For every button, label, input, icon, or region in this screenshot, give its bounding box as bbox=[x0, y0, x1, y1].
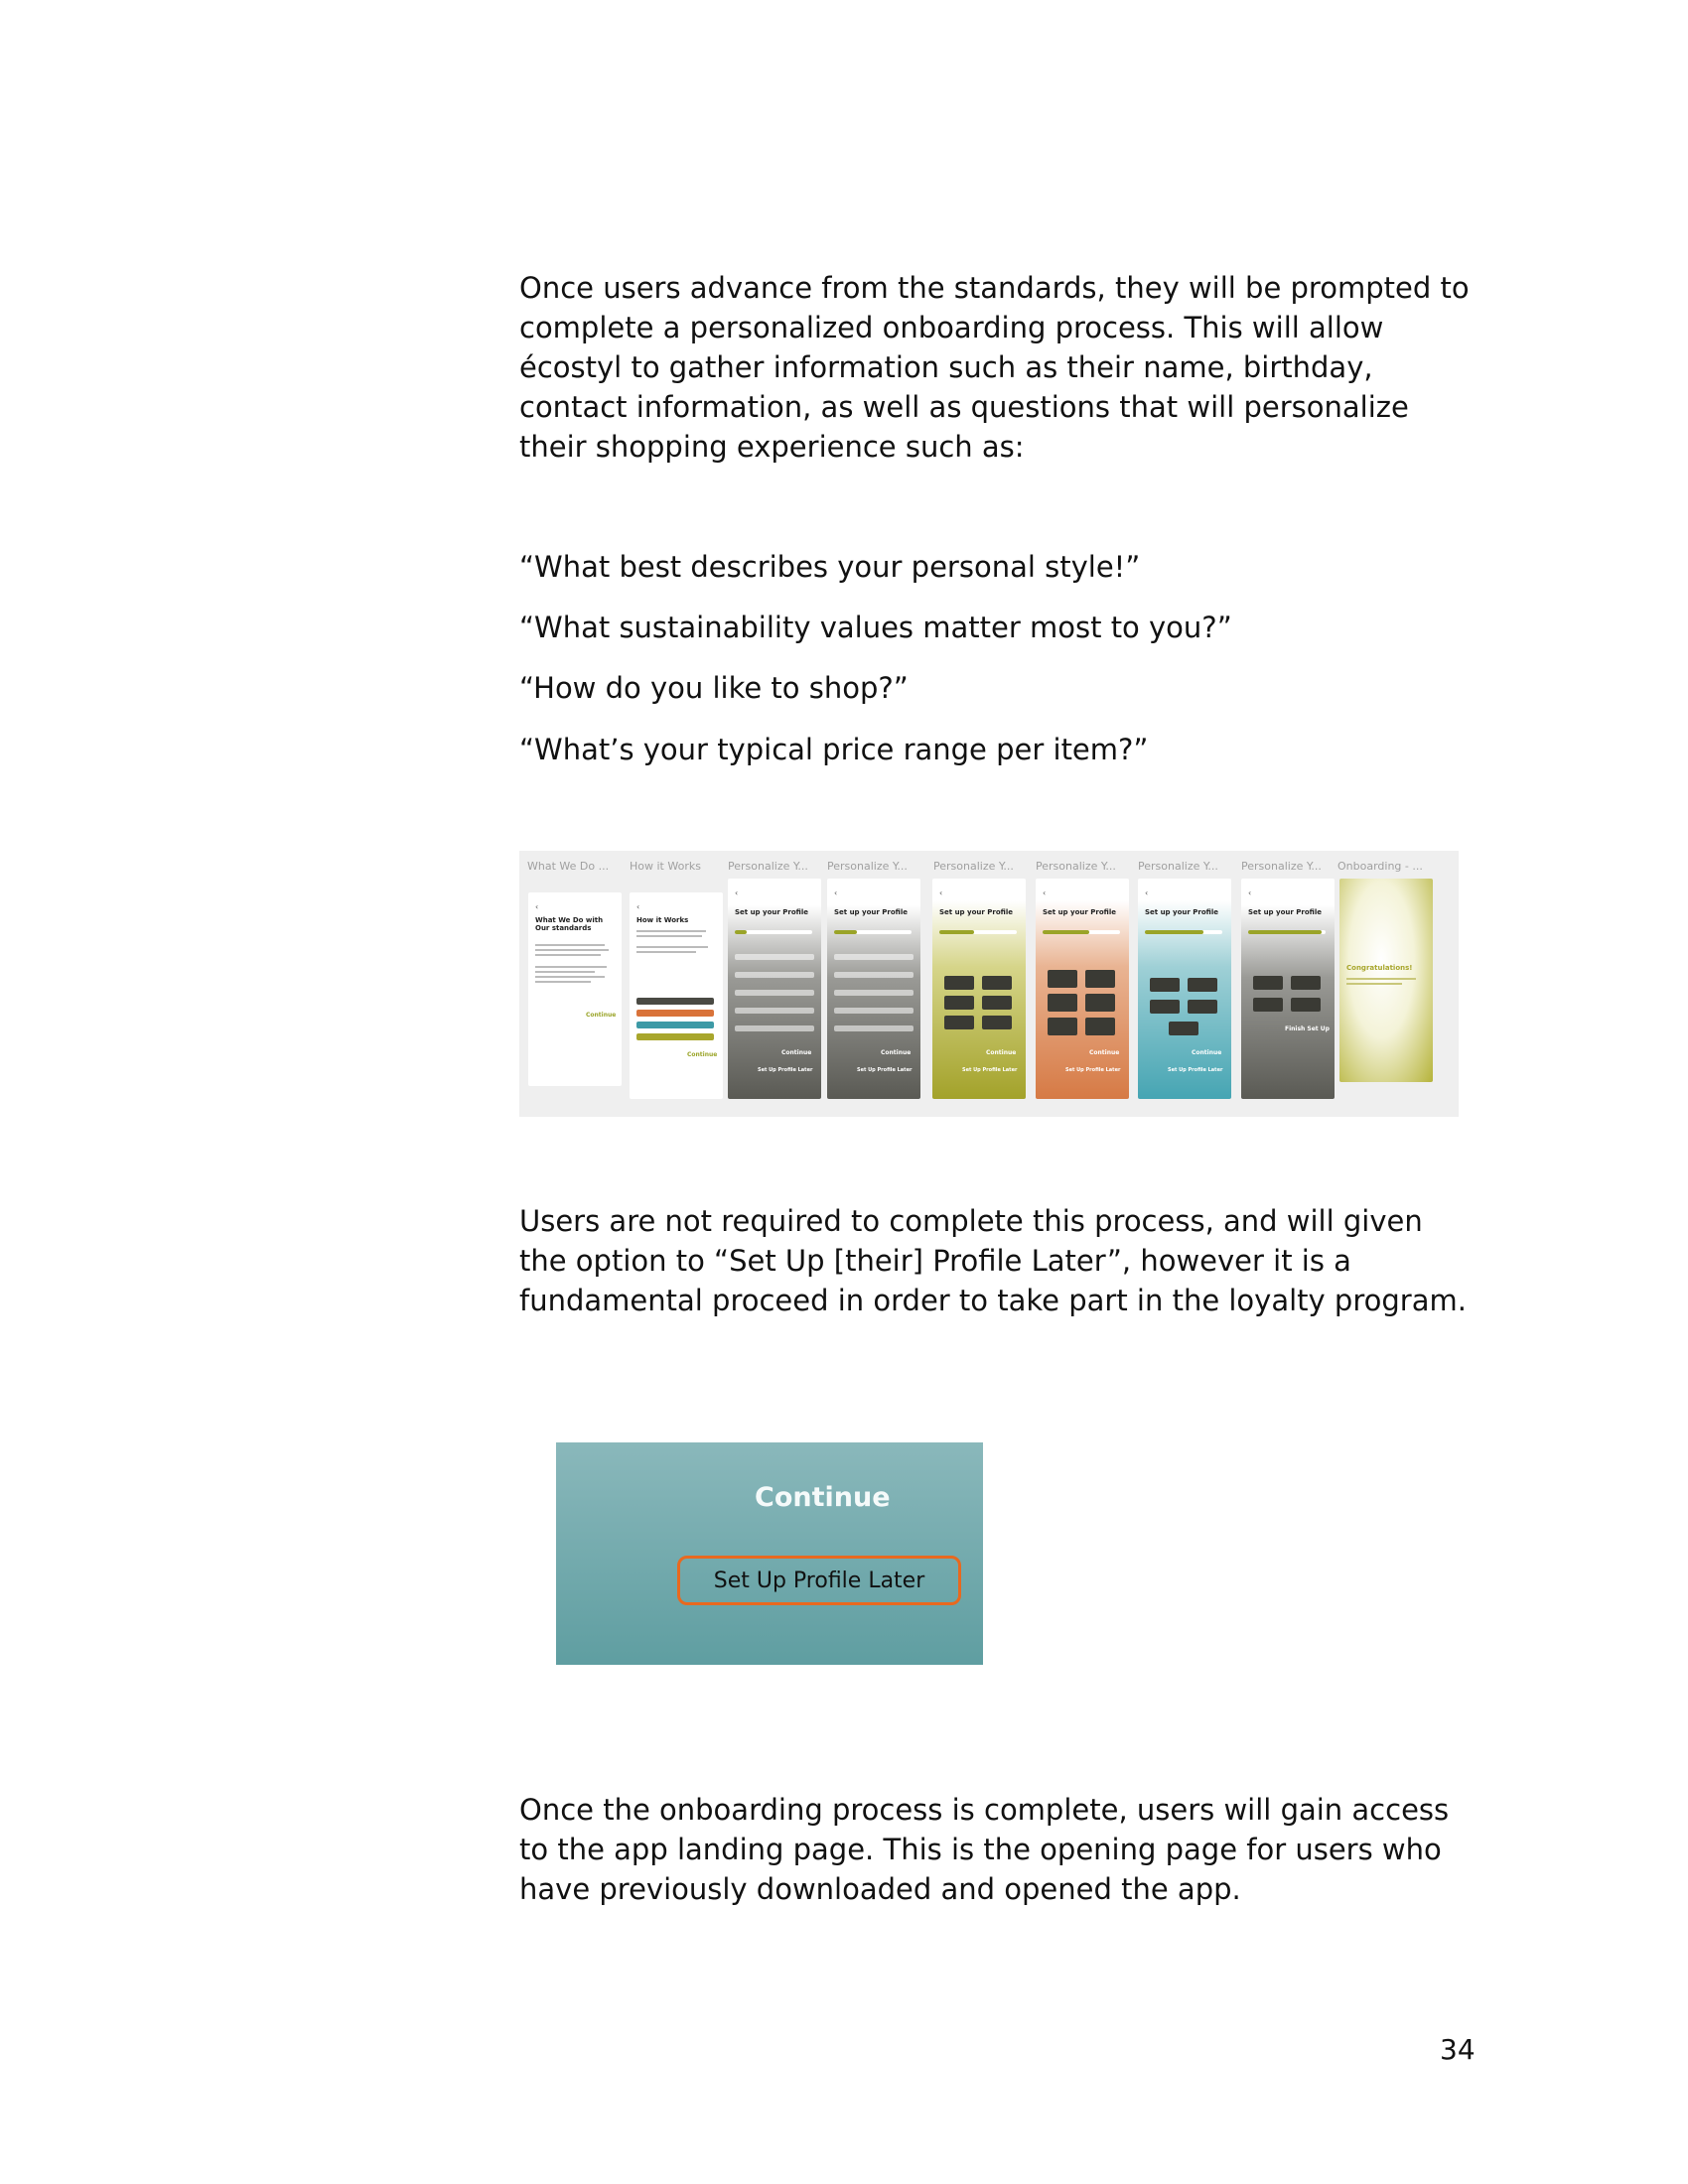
continue-link[interactable]: Continue bbox=[586, 1012, 617, 1019]
continue-button[interactable]: Continue bbox=[986, 1049, 1017, 1056]
set-up-later-link[interactable]: Set Up Profile Later bbox=[857, 1067, 913, 1073]
screen-label: Personalize Y... bbox=[1241, 860, 1322, 873]
onboarding-screens-strip bbox=[519, 851, 1459, 1117]
setup-later-crop bbox=[556, 1442, 983, 1665]
continue-button[interactable]: Continue bbox=[881, 1049, 912, 1056]
continue-button[interactable]: Continue bbox=[755, 1482, 891, 1513]
screen-shop-method: ‹ Set up your Profile Continue Set Up Profile Later bbox=[1138, 879, 1231, 1099]
screen-heading: Set up your Profile bbox=[1145, 908, 1218, 916]
screen-style: ‹ Set up your Profile Continue Set Up Profile Later bbox=[932, 879, 1026, 1099]
question-shopping: “How do you like to shop?” bbox=[519, 671, 909, 705]
screen-label: Personalize Y... bbox=[827, 860, 908, 873]
landing-paragraph: Once the onboarding process is complete, users will gain access to the app landing page. This is the opening page for users who have previously downloaded and opened the app. bbox=[519, 1793, 1450, 1906]
screen-label: Personalize Y... bbox=[933, 860, 1014, 873]
screen-profile-basic: ‹ Set up your Profile Continue Set Up Profile Later bbox=[728, 879, 821, 1099]
continue-button[interactable]: Continue bbox=[1192, 1049, 1222, 1056]
set-up-later-link[interactable]: Set Up Profile Later bbox=[1065, 1067, 1121, 1073]
screen-standards bbox=[528, 892, 622, 1086]
screen-label: What We Do ... bbox=[527, 860, 610, 873]
screen-label: How it Works bbox=[630, 860, 701, 873]
set-up-later-link[interactable]: Set Up Profile Later bbox=[1168, 1067, 1223, 1073]
screen-label: Personalize Y... bbox=[1138, 860, 1218, 873]
screen-how-it-works bbox=[630, 892, 723, 1099]
set-up-later-link[interactable]: Set Up Profile Later bbox=[962, 1067, 1018, 1073]
back-chevron-icon: ‹ bbox=[535, 902, 539, 911]
screen-heading: What We Do with Our standards bbox=[535, 916, 604, 932]
screen-heading: How it Works bbox=[636, 916, 689, 924]
question-style: “What best describes your personal style!” bbox=[519, 550, 1141, 584]
set-up-profile-later-button[interactable]: Set Up Profile Later bbox=[677, 1556, 961, 1605]
screen-heading: Set up your Profile bbox=[1248, 908, 1322, 916]
screen-profile-filled: ‹ Set up your Profile Continue Set Up Profile Later bbox=[827, 879, 920, 1099]
finish-button[interactable]: Finish Set Up bbox=[1285, 1025, 1330, 1032]
screen-label: Personalize Y... bbox=[728, 860, 808, 873]
question-price: “What’s your typical price range per item?” bbox=[519, 733, 1149, 766]
question-sustainability: “What sustainability values matter most to you?” bbox=[519, 611, 1232, 644]
continue-button[interactable]: Continue bbox=[1089, 1049, 1120, 1056]
screen-heading: Set up your Profile bbox=[834, 908, 908, 916]
screen-heading: Congratulations! bbox=[1346, 964, 1413, 972]
screen-values: ‹ Set up your Profile Continue Set Up Profile Later bbox=[1036, 879, 1129, 1099]
screen-price-range: ‹ Set up your Profile Finish Set Up bbox=[1241, 879, 1335, 1099]
screen-heading: Set up your Profile bbox=[939, 908, 1013, 916]
screen-congratulations bbox=[1339, 879, 1433, 1082]
intro-paragraph: Once users advance from the standards, they will be prompted to complete a personalized onboarding process. This will allow écostyl to gather information such as their name, birthday, contact information, as well as questions that will personalize their shopping experience such as: bbox=[519, 271, 1470, 464]
continue-link[interactable]: Continue bbox=[687, 1051, 718, 1058]
screen-heading: Set up your Profile bbox=[735, 908, 808, 916]
set-up-later-link[interactable]: Set Up Profile Later bbox=[758, 1067, 813, 1073]
continue-button[interactable]: Continue bbox=[781, 1049, 812, 1056]
screen-label: Personalize Y... bbox=[1036, 860, 1116, 873]
screen-label: Onboarding - ... bbox=[1337, 860, 1423, 873]
optional-paragraph: Users are not required to complete this process, and will given the option to “Set Up [their] Profile Later”, however it is a fundamental proceed in order to take part in the loyalty program. bbox=[519, 1204, 1467, 1317]
back-chevron-icon: ‹ bbox=[636, 902, 640, 911]
screen-heading: Set up your Profile bbox=[1043, 908, 1116, 916]
page-number: 34 bbox=[1440, 2033, 1476, 2066]
